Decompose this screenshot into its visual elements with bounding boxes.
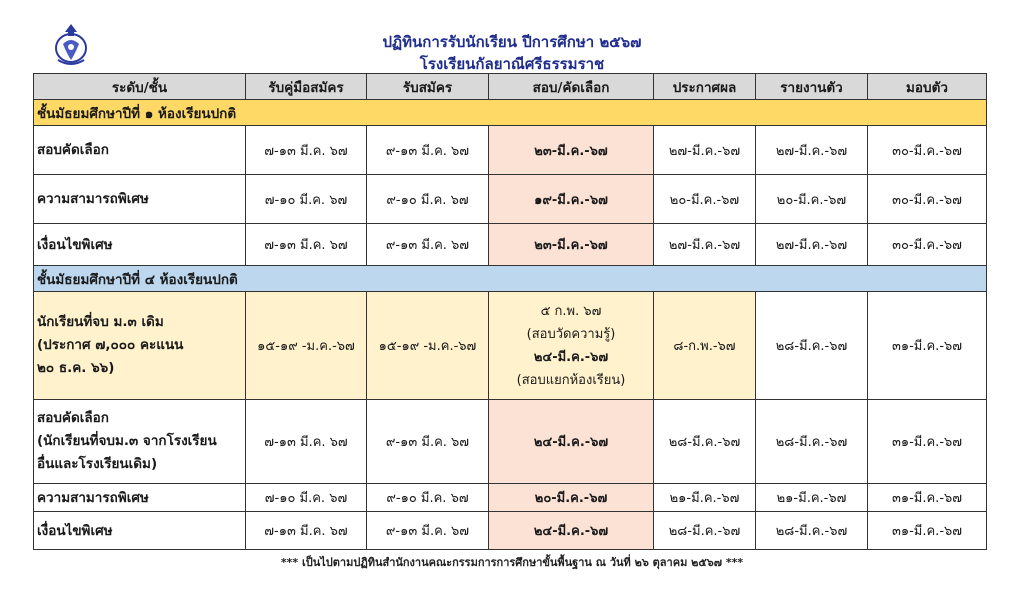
cell-guide: ๗-๑๓ มี.ค. ๖๗ — [246, 126, 367, 175]
table-row — [34, 126, 987, 175]
table-row — [34, 400, 987, 484]
cell-exam: ๒๓-มี.ค.-๖๗ — [489, 224, 654, 266]
cell-exam — [489, 292, 654, 400]
cell-exam: ๒๐-มี.ค.-๖๗ — [489, 484, 654, 512]
col-header-enroll: มอบตัว — [868, 74, 987, 100]
row-label — [34, 400, 246, 484]
col-header-level: ระดับ/ชั้น — [34, 74, 246, 100]
cell-guide: ๗-๑๓ มี.ค. ๖๗ — [246, 512, 367, 550]
cell-enroll: ๓๐-มี.ค.-๖๗ — [868, 224, 987, 266]
cell-apply: ๑๕-๑๙ -ม.ค.-๖๗ — [367, 292, 489, 400]
cell-guide: ๗-๑๐ มี.ค. ๖๗ — [246, 175, 367, 224]
cell-report: ๒๗-มี.ค.-๖๗ — [756, 126, 868, 175]
cell-announce: ๒๐-มี.ค.-๖๗ — [654, 175, 756, 224]
table-row — [34, 484, 987, 512]
section-row-m1 — [34, 100, 987, 126]
row-label-line: (นักเรียนที่จบม.๓ จากโรงเรียน — [37, 433, 217, 449]
cell-exam: ๒๓-มี.ค.-๖๗ — [489, 126, 654, 175]
cell-guide: ๗-๑๓ มี.ค. ๖๗ — [246, 400, 367, 484]
cell-guide: ๑๕-๑๙ -ม.ค.-๖๗ — [246, 292, 367, 400]
section-title-m4: ชั้นมัธยมศึกษาปีที่ ๔ ห้องเรียนปกติ — [34, 266, 987, 292]
row-label: ความสามารถพิเศษ — [34, 175, 246, 224]
cell-exam: ๒๔-มี.ค.-๖๗ — [489, 400, 654, 484]
cell-enroll: ๓๑-มี.ค.-๖๗ — [868, 400, 987, 484]
table-row — [34, 292, 987, 400]
row-label — [34, 292, 246, 400]
col-header-exam: สอบ/คัดเลือก — [489, 74, 654, 100]
exam-note-class: (สอบแยกห้องเรียน) — [516, 372, 626, 388]
cell-enroll: ๓๑-มี.ค.-๖๗ — [868, 292, 987, 400]
row-label: เงื่อนไขพิเศษ — [34, 224, 246, 266]
cell-report: ๒๘-มี.ค.-๖๗ — [756, 512, 868, 550]
cell-announce: ๒๘-มี.ค.-๖๗ — [654, 512, 756, 550]
row-label-line: นักเรียนที่จบ ม.๓ เดิม — [37, 314, 164, 330]
footer-note: *** เป็นไปตามปฏิทินสำนักงานคณะกรรมการการศึกษาขั้นพื้นฐาน ณ วันที่ ๒๖ ตุลาคม ๒๕๖๗ *** — [280, 556, 744, 569]
cell-report: ๒๘-มี.ค.-๖๗ — [756, 400, 868, 484]
cell-apply: ๙-๑๓ มี.ค. ๖๗ — [367, 512, 489, 550]
cell-report: ๒๐-มี.ค.-๖๗ — [756, 175, 868, 224]
row-label-line: (ประกาศ ๗,๐๐๐ คะแนน — [37, 337, 184, 353]
col-header-report: รายงานตัว — [756, 74, 868, 100]
admission-schedule-table — [33, 73, 987, 550]
table-row — [34, 224, 987, 266]
row-label: เงื่อนไขพิเศษ — [34, 512, 246, 550]
table-row — [34, 175, 987, 224]
row-label: สอบคัดเลือก — [34, 126, 246, 175]
school-name: โรงเรียนกัลยาณีศรีธรรมราช — [419, 55, 605, 73]
cell-announce: ๒๘-มี.ค.-๖๗ — [654, 400, 756, 484]
section-row-m4 — [34, 266, 987, 292]
cell-announce: ๘-ก.พ.-๖๗ — [654, 292, 756, 400]
cell-announce: ๒๗-มี.ค.-๖๗ — [654, 224, 756, 266]
cell-apply: ๙-๑๐ มี.ค. ๖๗ — [367, 484, 489, 512]
cell-enroll: ๓๑-มี.ค.-๖๗ — [868, 484, 987, 512]
cell-enroll: ๓๐-มี.ค.-๖๗ — [868, 126, 987, 175]
cell-guide: ๗-๑๐ มี.ค. ๖๗ — [246, 484, 367, 512]
col-header-apply: รับสมัคร — [367, 74, 489, 100]
section-title-m1: ชั้นมัธยมศึกษาปีที่ ๑ ห้องเรียนปกติ — [34, 100, 987, 126]
cell-enroll: ๓๑-มี.ค.-๖๗ — [868, 512, 987, 550]
col-header-announce: ประกาศผล — [654, 74, 756, 100]
page-title: ปฏิทินการรับนักเรียน ปีการศึกษา ๒๕๖๗ — [382, 33, 642, 51]
exam-date-class: ๒๔-มี.ค.-๖๗ — [533, 349, 609, 365]
cell-exam: ๒๔-มี.ค.-๖๗ — [489, 512, 654, 550]
cell-guide: ๗-๑๓ มี.ค. ๖๗ — [246, 224, 367, 266]
col-header-guide: รับคู่มือสมัคร — [246, 74, 367, 100]
cell-apply: ๙-๑๓ มี.ค. ๖๗ — [367, 224, 489, 266]
cell-exam: ๑๙-มี.ค.-๖๗ — [489, 175, 654, 224]
cell-announce: ๒๗-มี.ค.-๖๗ — [654, 126, 756, 175]
cell-enroll: ๓๐-มี.ค.-๖๗ — [868, 175, 987, 224]
cell-report: ๒๘-มี.ค.-๖๗ — [756, 292, 868, 400]
cell-apply: ๙-๑๐ มี.ค. ๖๗ — [367, 175, 489, 224]
cell-announce: ๒๑-มี.ค.-๖๗ — [654, 484, 756, 512]
row-label: ความสามารถพิเศษ — [34, 484, 246, 512]
row-label-line: สอบคัดเลือก — [37, 410, 109, 426]
row-label-line: อื่นและโรงเรียนเดิม) — [37, 456, 158, 472]
row-label-line: ๒๐ ธ.ค. ๖๖) — [37, 360, 115, 376]
cell-apply: ๙-๑๓ มี.ค. ๖๗ — [367, 126, 489, 175]
exam-note-knowledge: (สอบวัดความรู้) — [526, 326, 616, 342]
cell-report: ๒๑-มี.ค.-๖๗ — [756, 484, 868, 512]
table-header-row — [34, 74, 987, 100]
table-row — [34, 512, 987, 550]
cell-report: ๒๗-มี.ค.-๖๗ — [756, 224, 868, 266]
cell-apply: ๙-๑๓ มี.ค. ๖๗ — [367, 400, 489, 484]
exam-date-knowledge: ๕ ก.พ. ๖๗ — [540, 303, 602, 319]
